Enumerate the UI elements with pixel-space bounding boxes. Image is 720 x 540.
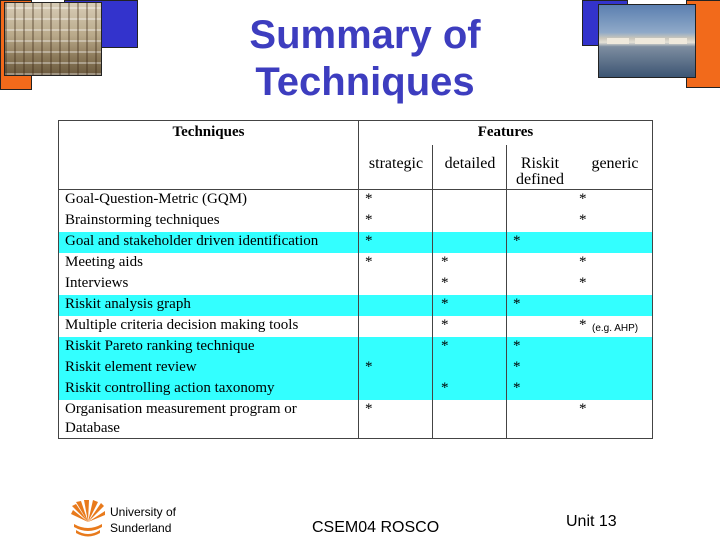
header-features: Features <box>359 121 653 146</box>
university-line-2: Sunderland <box>110 521 172 535</box>
university-line-1: University of <box>110 505 177 519</box>
table-row <box>59 295 653 316</box>
feature-mark-strategic: * <box>365 254 373 270</box>
feature-mark-riskit: * <box>513 359 521 375</box>
feature-mark-riskit: * <box>513 296 521 312</box>
table-row <box>59 316 653 337</box>
table-row <box>59 190 653 212</box>
feature-mark-strategic: * <box>365 401 373 417</box>
table-row <box>59 337 653 358</box>
feature-mark-riskit: * <box>513 338 521 354</box>
feature-mark-generic: * <box>579 212 587 228</box>
technique-name: Multiple criteria decision making tools <box>65 317 299 333</box>
feature-mark-generic: * <box>579 401 587 417</box>
harbour-photo <box>598 4 696 78</box>
unit-label: Unit 13 <box>566 513 617 530</box>
feature-mark-detailed: * <box>441 380 449 396</box>
technique-name: Goal-Question-Metric (GQM) <box>65 191 248 207</box>
office-photo <box>4 2 102 76</box>
course-code: CSEM04 <box>312 519 377 536</box>
feature-mark-generic: * <box>579 254 587 270</box>
table-row <box>59 379 653 400</box>
feature-mark-strategic: * <box>365 233 373 249</box>
table-body <box>59 190 653 439</box>
table-row <box>59 253 653 274</box>
table-row <box>59 211 653 232</box>
technique-name: Goal and stakeholder driven identification <box>65 233 319 249</box>
title-line-1: Summary of <box>249 13 481 57</box>
table-row <box>59 358 653 379</box>
subheader-riskit: Riskit <box>520 155 560 172</box>
subheader-detailed: detailed <box>444 155 496 172</box>
header-techniques: Techniques <box>172 124 245 140</box>
feature-mark-riskit: * <box>513 233 521 249</box>
technique-name: Brainstorming techniques <box>65 212 220 228</box>
feature-mark-generic: * <box>579 275 587 291</box>
subheader-generic: generic <box>591 155 639 172</box>
feature-mark-generic: * <box>579 317 587 333</box>
table-header-row <box>59 121 653 146</box>
feature-mark-detailed: * <box>441 275 449 291</box>
technique-name: Riskit controlling action taxonomy <box>65 380 275 396</box>
technique-name: Riskit element review <box>65 359 197 375</box>
feature-mark-strategic: * <box>365 191 373 207</box>
course-name: ROSCO <box>376 519 440 536</box>
feature-mark-detailed: * <box>441 317 449 333</box>
slide-title <box>190 12 540 106</box>
feature-mark-generic: * <box>579 191 587 207</box>
table-subheader-row <box>59 145 653 190</box>
technique-name: Organisation measurement program or <box>65 401 297 417</box>
technique-name: Riskit analysis graph <box>65 296 191 312</box>
course-label <box>312 519 439 537</box>
table-row <box>59 274 653 295</box>
table-row <box>59 400 653 439</box>
feature-mark-detailed: * <box>441 254 449 270</box>
technique-name: Meeting aids <box>65 254 143 270</box>
techniques-table <box>58 120 653 439</box>
feature-mark-detailed: * <box>441 338 449 354</box>
technique-name: Interviews <box>65 275 129 291</box>
feature-mark-strategic: * <box>365 359 373 375</box>
subheader-defined: defined <box>516 171 564 188</box>
subheader-strategic: strategic <box>368 155 424 172</box>
feature-mark-strategic: * <box>365 212 373 228</box>
generic-note: (e.g. AHP) <box>592 323 639 334</box>
table-row <box>59 232 653 253</box>
technique-name-line-2: Database <box>65 420 120 436</box>
feature-mark-riskit: * <box>513 380 521 396</box>
technique-name: Riskit Pareto ranking technique <box>65 338 255 354</box>
university-name <box>110 504 176 536</box>
sunderland-logo-icon <box>70 500 106 540</box>
title-line-2: Techniques <box>255 60 475 104</box>
feature-mark-detailed: * <box>441 296 449 312</box>
